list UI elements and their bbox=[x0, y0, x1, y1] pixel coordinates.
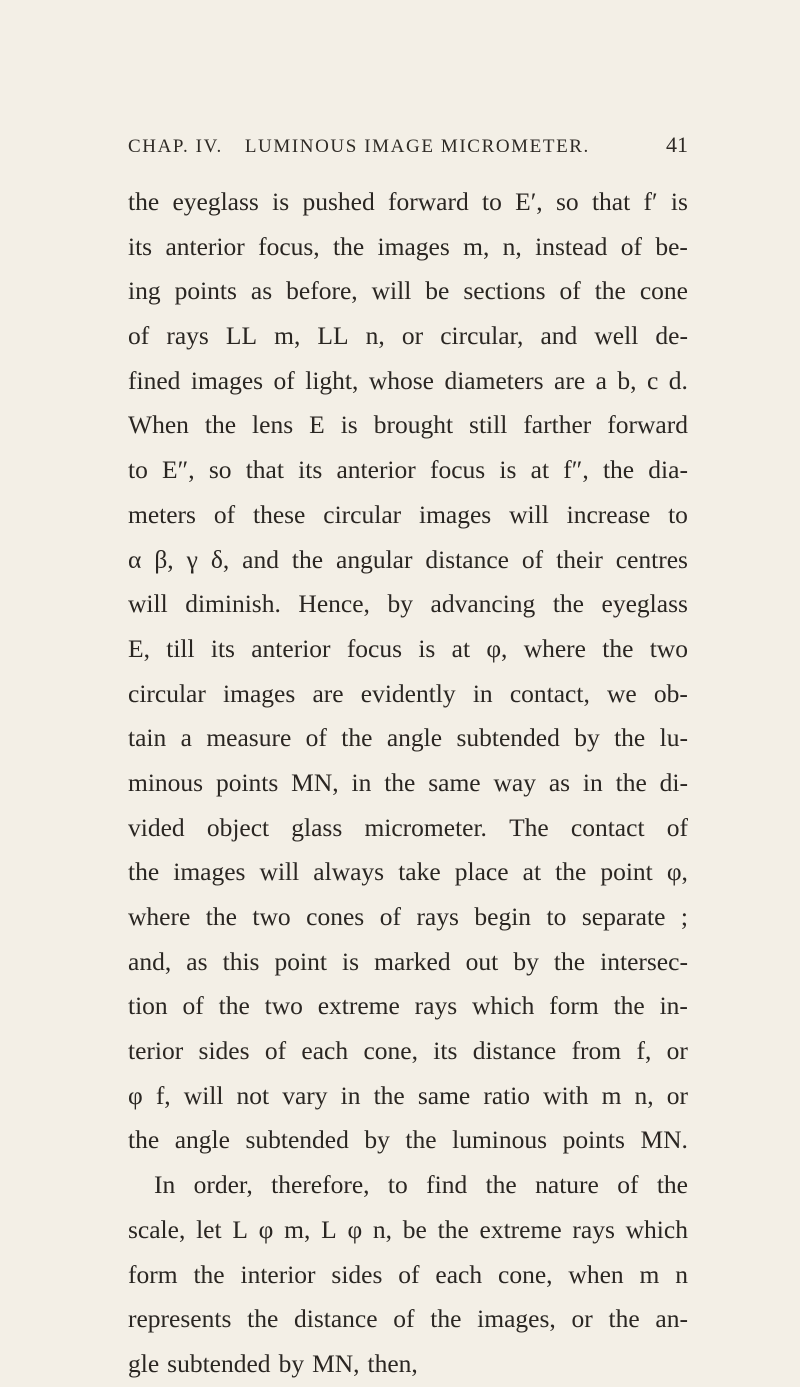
word: centres bbox=[615, 544, 688, 574]
word: will bbox=[183, 1080, 224, 1110]
word: let bbox=[196, 1214, 222, 1244]
word: φ bbox=[347, 1214, 363, 1244]
word: will bbox=[509, 499, 549, 529]
word: luminous bbox=[452, 1125, 548, 1155]
word: by bbox=[387, 589, 413, 619]
word: separate bbox=[581, 902, 666, 931]
word: E″, bbox=[162, 455, 195, 485]
word: of bbox=[273, 365, 295, 395]
word: farther bbox=[523, 410, 592, 440]
word: de- bbox=[655, 321, 688, 351]
word: E, bbox=[128, 633, 150, 663]
word: angle bbox=[386, 723, 443, 753]
word: contact, bbox=[509, 678, 590, 708]
word: images bbox=[190, 365, 264, 395]
word: m bbox=[639, 1259, 660, 1289]
word: meters bbox=[128, 499, 196, 529]
word: as bbox=[250, 276, 273, 306]
word: a bbox=[595, 365, 607, 395]
word: rays bbox=[416, 902, 459, 931]
word: these bbox=[252, 499, 306, 529]
word: or bbox=[666, 1036, 688, 1066]
word: place bbox=[454, 857, 509, 887]
word: E bbox=[309, 410, 325, 440]
word: the bbox=[602, 633, 634, 663]
word: f′ bbox=[643, 187, 658, 216]
word: f″, bbox=[563, 455, 589, 485]
word: as bbox=[186, 946, 208, 976]
word: γ bbox=[186, 544, 198, 574]
word: therefore, bbox=[271, 1170, 370, 1200]
word: images bbox=[377, 231, 450, 261]
word: is bbox=[342, 946, 360, 976]
word: di- bbox=[659, 767, 688, 797]
word: to bbox=[128, 455, 148, 485]
text-line bbox=[128, 627, 688, 672]
word: be bbox=[402, 1214, 427, 1244]
word: angular bbox=[336, 544, 413, 574]
word: f, bbox=[636, 1036, 652, 1066]
word: the bbox=[128, 857, 160, 887]
word: to bbox=[546, 902, 567, 931]
word: b, bbox=[617, 365, 637, 395]
text-line bbox=[128, 806, 688, 851]
text-line bbox=[128, 1342, 688, 1387]
text-line bbox=[128, 448, 688, 493]
word: the bbox=[555, 857, 587, 887]
word: rays bbox=[414, 991, 458, 1021]
word: tion bbox=[128, 991, 168, 1021]
word: angle bbox=[174, 1125, 230, 1155]
word: its bbox=[210, 633, 235, 663]
word: n, bbox=[365, 321, 385, 351]
word: out bbox=[465, 946, 499, 976]
word: we bbox=[607, 678, 637, 708]
word: minous bbox=[128, 767, 204, 797]
word: so bbox=[555, 187, 579, 216]
word: begin bbox=[474, 902, 532, 931]
word: is bbox=[340, 410, 358, 440]
word: of bbox=[666, 812, 688, 842]
running-head bbox=[128, 132, 688, 162]
word: marked bbox=[374, 946, 451, 976]
word: focus bbox=[346, 633, 403, 663]
word: in- bbox=[659, 991, 688, 1021]
word: form bbox=[128, 1259, 178, 1289]
word: fined bbox=[128, 365, 181, 395]
word: subtended bbox=[456, 723, 560, 753]
word: object bbox=[206, 812, 270, 842]
word: represents bbox=[128, 1304, 232, 1334]
text-line bbox=[128, 1029, 688, 1074]
word: m, bbox=[284, 1214, 311, 1244]
word: by bbox=[278, 1348, 305, 1378]
word: the bbox=[341, 723, 373, 753]
word: at bbox=[522, 857, 542, 887]
word: always bbox=[313, 857, 385, 887]
word: of bbox=[398, 1259, 420, 1289]
word: ob- bbox=[653, 678, 688, 708]
word: or bbox=[666, 1080, 688, 1110]
word: intersec- bbox=[600, 946, 688, 976]
word: glass bbox=[291, 812, 343, 842]
text-line bbox=[128, 940, 688, 985]
word: in bbox=[582, 767, 603, 797]
word: the bbox=[384, 767, 416, 797]
word: φ, bbox=[666, 857, 688, 887]
word: c bbox=[647, 365, 659, 395]
word: rays bbox=[572, 1214, 615, 1244]
word: in bbox=[351, 767, 372, 797]
text-line bbox=[128, 582, 688, 627]
word: of bbox=[617, 1170, 639, 1200]
text-line bbox=[128, 225, 688, 270]
word: cones bbox=[306, 902, 365, 931]
word: images bbox=[223, 678, 296, 708]
running-title: LUMINOUS IMAGE MICROMETER. bbox=[244, 136, 590, 157]
word: still bbox=[469, 410, 508, 440]
word: lens bbox=[252, 410, 294, 440]
word: each bbox=[301, 1036, 349, 1066]
word: of bbox=[128, 321, 150, 351]
word: order, bbox=[193, 1170, 253, 1200]
word: the bbox=[405, 1125, 437, 1155]
word: sides bbox=[198, 1036, 250, 1066]
text-line bbox=[128, 672, 688, 717]
text-line bbox=[128, 403, 688, 448]
word: at bbox=[451, 633, 471, 663]
word: φ bbox=[128, 1080, 143, 1110]
word: L bbox=[321, 1214, 337, 1244]
word: the bbox=[552, 589, 584, 619]
word: this bbox=[222, 946, 260, 976]
word: cone, bbox=[498, 1259, 553, 1289]
word: The bbox=[509, 812, 549, 842]
word: not bbox=[236, 1080, 270, 1110]
word: Hence, bbox=[298, 589, 370, 619]
word: before, bbox=[286, 276, 358, 306]
word: a bbox=[180, 723, 192, 753]
word: by bbox=[364, 1125, 390, 1155]
word: circular bbox=[128, 678, 206, 708]
word: which bbox=[472, 991, 535, 1021]
word: take bbox=[398, 857, 441, 887]
word: contact bbox=[570, 812, 645, 842]
word: same bbox=[417, 1080, 471, 1110]
word: n, bbox=[372, 1214, 393, 1244]
word: diminish. bbox=[185, 589, 281, 619]
word: and bbox=[242, 544, 279, 574]
word: two bbox=[649, 633, 688, 663]
word: point bbox=[274, 946, 327, 976]
word: from bbox=[571, 1036, 622, 1066]
word: the bbox=[430, 1304, 462, 1334]
word: is bbox=[418, 633, 436, 663]
word: when bbox=[568, 1259, 624, 1289]
word: by bbox=[574, 723, 600, 753]
text-line bbox=[128, 493, 688, 538]
word: evidently bbox=[360, 678, 456, 708]
word: of bbox=[264, 1036, 287, 1066]
text-line bbox=[128, 850, 688, 895]
word: anterior bbox=[165, 231, 245, 261]
word: vided bbox=[128, 812, 185, 842]
word: form bbox=[549, 991, 599, 1021]
chapter-label: CHAP. IV. bbox=[128, 136, 223, 157]
word: the bbox=[373, 1080, 405, 1110]
text-line bbox=[128, 1253, 688, 1298]
word: an- bbox=[655, 1304, 688, 1334]
word: micrometer. bbox=[364, 812, 487, 842]
word: terior bbox=[128, 1036, 184, 1066]
word: and bbox=[540, 321, 578, 351]
word: L bbox=[232, 1214, 248, 1244]
word: nature bbox=[535, 1170, 599, 1200]
word: instead bbox=[535, 231, 608, 261]
word: of bbox=[305, 723, 327, 753]
word: the bbox=[614, 723, 646, 753]
word: by bbox=[513, 946, 539, 976]
text-line bbox=[128, 269, 688, 314]
word: scale, bbox=[128, 1214, 186, 1244]
word: anterior bbox=[251, 633, 331, 663]
text-line bbox=[128, 1297, 688, 1342]
word: of bbox=[521, 544, 544, 574]
word: are bbox=[312, 678, 344, 708]
word: is bbox=[670, 187, 688, 216]
word: that bbox=[245, 455, 284, 485]
word: circular bbox=[323, 499, 402, 529]
word: then, bbox=[367, 1348, 418, 1378]
word: When bbox=[128, 410, 189, 440]
word: the bbox=[485, 1170, 517, 1200]
word: of bbox=[182, 991, 204, 1021]
word: will bbox=[128, 589, 168, 619]
word: the bbox=[656, 1170, 688, 1200]
text-line bbox=[128, 716, 688, 761]
word: will bbox=[259, 857, 300, 887]
word: forward bbox=[607, 410, 688, 440]
word: the bbox=[218, 991, 250, 1021]
word: the bbox=[613, 991, 645, 1021]
word: as bbox=[548, 767, 571, 797]
word: to bbox=[482, 187, 502, 216]
word: focus bbox=[429, 455, 486, 485]
word: In bbox=[154, 1170, 176, 1200]
word: MN, bbox=[291, 767, 339, 797]
word: are bbox=[554, 365, 586, 395]
word: lu- bbox=[659, 723, 688, 753]
word: be- bbox=[655, 231, 688, 261]
word: where bbox=[128, 902, 191, 931]
word: sections bbox=[463, 276, 546, 306]
word: forward bbox=[388, 187, 469, 216]
word: ing bbox=[128, 276, 161, 306]
word: its bbox=[433, 1036, 458, 1066]
word: ; bbox=[680, 902, 688, 931]
word: subtended bbox=[167, 1348, 271, 1378]
word: or bbox=[401, 321, 424, 351]
word: where bbox=[523, 633, 586, 663]
word: way bbox=[493, 767, 536, 797]
word: subtended bbox=[245, 1125, 349, 1155]
word: tain bbox=[128, 723, 167, 753]
word: anterior bbox=[336, 455, 416, 485]
word: φ, bbox=[486, 633, 508, 663]
word: the bbox=[291, 544, 324, 574]
word: its bbox=[128, 231, 153, 261]
word: with bbox=[543, 1080, 589, 1110]
text-line bbox=[128, 761, 688, 806]
word: light, bbox=[305, 365, 359, 395]
word: m bbox=[601, 1080, 622, 1110]
text-line bbox=[128, 1074, 688, 1119]
word: images bbox=[173, 857, 246, 887]
word: of bbox=[393, 1304, 415, 1334]
word: the bbox=[128, 187, 160, 216]
body-text bbox=[128, 180, 688, 1387]
word: each bbox=[435, 1259, 483, 1289]
word: φ bbox=[258, 1214, 274, 1244]
word: point bbox=[600, 857, 653, 887]
word: the bbox=[204, 410, 237, 440]
word: n, bbox=[634, 1080, 654, 1110]
text-line bbox=[128, 1118, 688, 1163]
word: points bbox=[562, 1125, 625, 1155]
word: MN. bbox=[640, 1125, 688, 1155]
word: in bbox=[472, 678, 493, 708]
word: images, bbox=[477, 1304, 556, 1334]
word: rays bbox=[166, 321, 209, 351]
word: of bbox=[620, 231, 642, 261]
word: the bbox=[553, 946, 586, 976]
word: focus, bbox=[258, 231, 320, 261]
word: the bbox=[128, 1125, 160, 1155]
word: interior bbox=[240, 1259, 316, 1289]
word: extreme bbox=[479, 1214, 562, 1244]
word: distance bbox=[294, 1304, 378, 1334]
word: the bbox=[247, 1304, 279, 1334]
word: so bbox=[208, 455, 232, 485]
word: points bbox=[174, 276, 237, 306]
word: whose bbox=[368, 365, 435, 395]
word: dia- bbox=[648, 455, 688, 485]
text-line bbox=[128, 1163, 688, 1208]
word: find bbox=[426, 1170, 468, 1200]
word: two bbox=[264, 991, 303, 1021]
word: LL bbox=[317, 321, 349, 351]
word: same bbox=[428, 767, 481, 797]
word: distance bbox=[472, 1036, 557, 1066]
word: gle bbox=[128, 1348, 160, 1378]
word: the bbox=[608, 1304, 640, 1334]
word: brought bbox=[373, 410, 454, 440]
word: diameters bbox=[444, 365, 544, 395]
word: advancing bbox=[430, 589, 536, 619]
word: the bbox=[193, 1259, 225, 1289]
word: be bbox=[425, 276, 450, 306]
word: m, bbox=[274, 321, 301, 351]
text-line bbox=[128, 895, 688, 940]
word: cone, bbox=[363, 1036, 418, 1066]
word: measure bbox=[206, 723, 292, 753]
text-line bbox=[128, 180, 688, 225]
word: the bbox=[615, 767, 647, 797]
word: images bbox=[419, 499, 492, 529]
word: m, bbox=[463, 231, 490, 261]
word: d. bbox=[668, 365, 688, 395]
word: MN, bbox=[312, 1348, 360, 1378]
word: f, bbox=[155, 1080, 171, 1110]
word: is bbox=[272, 187, 290, 216]
word: the bbox=[437, 1214, 469, 1244]
page-number: 41 bbox=[666, 132, 688, 157]
text-line bbox=[128, 359, 688, 404]
word: n bbox=[675, 1259, 688, 1289]
word: ratio bbox=[483, 1080, 531, 1110]
text-line bbox=[128, 538, 688, 583]
word: distance bbox=[425, 544, 509, 574]
word: till bbox=[166, 633, 195, 663]
word: their bbox=[556, 544, 603, 574]
word: β, bbox=[154, 544, 174, 574]
word: increase bbox=[566, 499, 651, 529]
word: at bbox=[530, 455, 550, 485]
word: well bbox=[594, 321, 639, 351]
word: sides bbox=[331, 1259, 383, 1289]
word: to bbox=[668, 499, 688, 529]
word: which bbox=[625, 1214, 688, 1244]
word: is bbox=[499, 455, 517, 485]
word: n, bbox=[502, 231, 522, 261]
word: E′, bbox=[515, 187, 543, 216]
word: cone bbox=[639, 276, 688, 306]
word: to bbox=[387, 1170, 408, 1200]
word: two bbox=[252, 902, 291, 931]
word: points bbox=[215, 767, 279, 797]
word: the bbox=[333, 231, 365, 261]
text-line bbox=[128, 984, 688, 1029]
text-line bbox=[128, 314, 688, 359]
word: pushed bbox=[302, 187, 375, 216]
word: δ, bbox=[210, 544, 230, 574]
word: and, bbox=[128, 946, 172, 976]
text-line bbox=[128, 1208, 688, 1253]
word: in bbox=[340, 1080, 361, 1110]
word: or bbox=[571, 1304, 593, 1334]
word: α bbox=[128, 544, 142, 574]
word: vary bbox=[282, 1080, 328, 1110]
word: LL bbox=[225, 321, 258, 351]
word: the bbox=[602, 455, 635, 485]
word: of bbox=[379, 902, 401, 931]
word: circular, bbox=[440, 321, 524, 351]
word: the bbox=[205, 902, 237, 931]
word: that bbox=[591, 187, 631, 216]
word: the bbox=[594, 276, 626, 306]
word: eyeglass bbox=[172, 187, 259, 216]
word: of bbox=[213, 499, 236, 529]
word: eyeglass bbox=[601, 589, 688, 619]
word: of bbox=[559, 276, 581, 306]
word: will bbox=[371, 276, 412, 306]
word: its bbox=[298, 455, 323, 485]
word: extreme bbox=[317, 991, 400, 1021]
